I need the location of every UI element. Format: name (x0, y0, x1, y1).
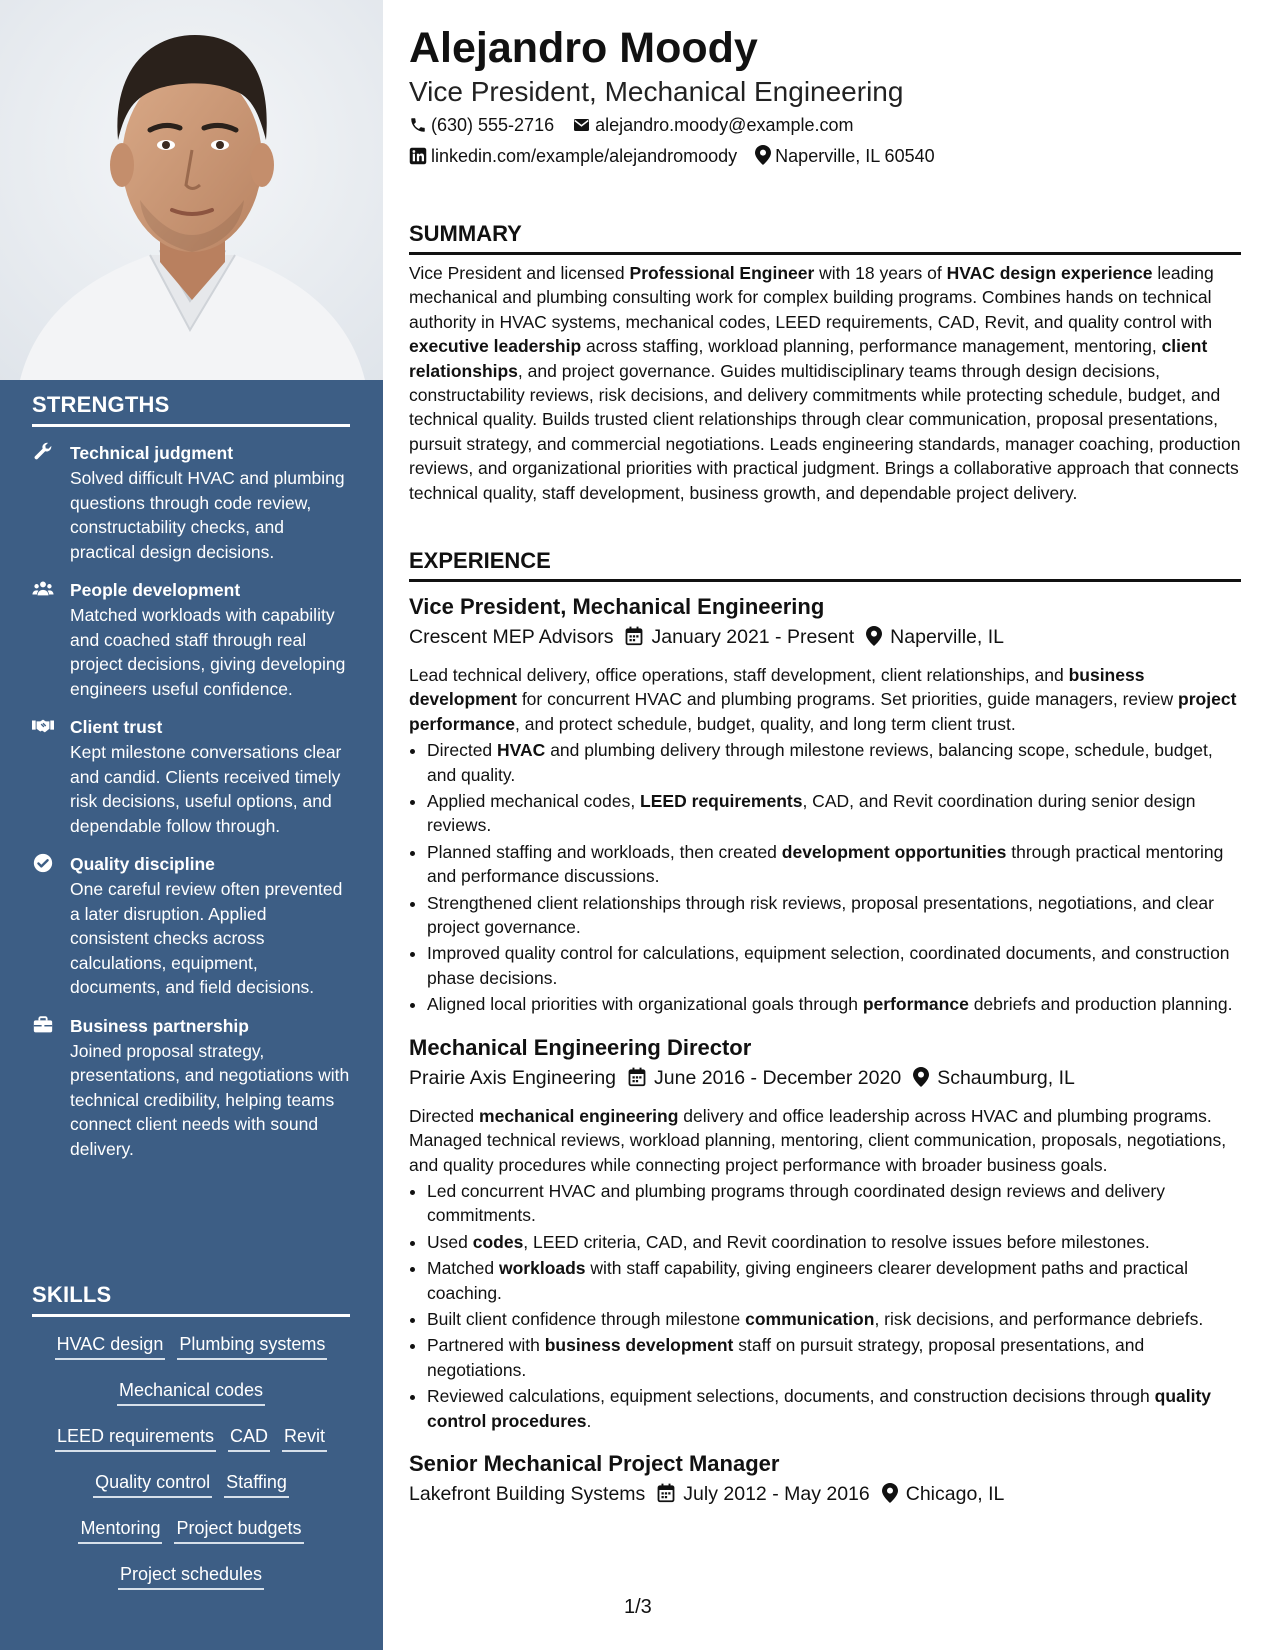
strength-title: People development (70, 580, 241, 600)
summary-text: Vice President and licensed (409, 263, 630, 283)
job-description (409, 1104, 1241, 1177)
bullet-emphasis: HVAC (497, 740, 546, 761)
bullet-text: , LEED criteria, CAD, and Revit coordination to resolve issues before milestones. (523, 1231, 1150, 1252)
candidate-title: Vice President, Mechanical Engineering (409, 76, 904, 107)
location-pin-icon (882, 1482, 898, 1512)
summary-text: across staffing, workload planning, performance management, mentoring, (581, 336, 1162, 357)
strength-title: Client trust (70, 717, 163, 737)
contact-row-1 (409, 113, 854, 137)
skill-tag: Project schedules (118, 1561, 264, 1590)
job-bullet (427, 789, 1241, 838)
location-pin-icon (866, 625, 882, 655)
bullet-text: Reviewed calculations, equipment selections, documents, and construction decisions through (427, 1386, 1155, 1407)
job-description-text: , and protect schedule, budget, quality, and long term client trust. (515, 713, 1016, 734)
strength-item (32, 1014, 350, 1162)
email-text: alejandro.moody@example.com (595, 115, 854, 135)
job-location: Schaumburg, IL (937, 1066, 1075, 1089)
skill-tag: Mechanical codes (117, 1377, 265, 1406)
job-description-text: delivery and office leadership across HVAC and plumbing programs. Managed technical reviews, workload planning, mentoring, client communication, proposals, negotiations, and quality procedures while connecting project performance with broader business goals. (409, 1105, 1227, 1175)
bullet-text: Improved quality control for calculations, equipment selection, coordinated documents, and construction phase decisions. (427, 943, 1230, 988)
job-location: Chicago, IL (905, 1482, 1005, 1505)
job-bullet (427, 1179, 1241, 1228)
job-bullet (427, 1307, 1241, 1331)
strength-desc: Matched workloads with capability and coached staff through real project decisions, giving developing engineers useful confidence. (70, 605, 346, 699)
job-bullets (409, 738, 1241, 1016)
job-description-emphasis: business development (409, 665, 1145, 710)
job-list (409, 592, 1241, 1512)
job-bullet (427, 840, 1241, 889)
bullet-emphasis: codes (472, 1231, 524, 1252)
summary-section (409, 220, 1241, 505)
job-description-text: Lead technical delivery, office operations, staff development, client relationships, and (409, 665, 1069, 685)
bullet-emphasis: performance (862, 994, 969, 1015)
job-location: Naperville, IL (890, 626, 1004, 648)
location-pin-icon (913, 1066, 929, 1096)
skill-tag: LEED requirements (55, 1423, 216, 1452)
job-entry (409, 1033, 1241, 1433)
page-number: 1/3 (624, 1596, 652, 1618)
experience-section (409, 547, 1241, 1512)
bullet-text: Planned staffing and workloads, then created (427, 841, 782, 862)
skill-tag: Project budgets (174, 1515, 303, 1544)
job-description-text: Directed (409, 1105, 480, 1126)
job-dates: June 2016 - December 2020 (654, 1066, 902, 1089)
job-bullet (427, 738, 1241, 787)
bullet-text: with staff capability, giving engineers clearer development paths and practical coaching. (427, 1258, 1189, 1303)
job-description (409, 663, 1241, 736)
job-company: Crescent MEP Advisors (409, 626, 614, 648)
job-description-emphasis: project performance (409, 689, 1237, 734)
strength-item (32, 441, 350, 564)
calendar-icon (628, 1066, 646, 1096)
skills-section (32, 1282, 350, 1607)
linkedin-text: linkedin.com/example/alejandromoody (431, 146, 738, 166)
envelope-icon (572, 116, 591, 134)
bullet-emphasis: communication (745, 1308, 875, 1329)
bullet-text: . (586, 1410, 592, 1431)
skill-tag: HVAC design (55, 1331, 166, 1360)
job-description-text: for concurrent HVAC and plumbing programs. Set priorities, guide managers, review (516, 689, 1179, 710)
job-bullet (427, 1230, 1241, 1254)
strength-title: Quality discipline (70, 854, 215, 874)
job-bullets (409, 1179, 1241, 1433)
job-title: Senior Mechanical Project Manager (409, 1450, 780, 1476)
calendar-icon (657, 1482, 675, 1512)
bullet-text: , CAD, and Revit coordination during senior design reviews. (427, 791, 1196, 836)
bullet-text: , risk decisions, and performance debriefs. (874, 1308, 1204, 1329)
strength-item (32, 715, 350, 838)
strength-item (32, 578, 350, 701)
contact-row-2 (409, 144, 935, 168)
wrench-icon (32, 441, 54, 463)
strengths-section (32, 392, 350, 1175)
summary-emphasis: executive leadership (409, 336, 582, 357)
strength-desc: Solved difficult HVAC and plumbing questions through code review, constructability checks, and practical design decisions. (70, 468, 345, 562)
job-title: Vice President, Mechanical Engineering (409, 594, 825, 619)
location-text: Naperville, IL 60540 (775, 146, 935, 166)
job-dates: July 2012 - May 2016 (683, 1482, 870, 1505)
job-description-emphasis: mechanical engineering (479, 1105, 679, 1126)
bullet-text: Aligned local priorities with organizational goals through (427, 994, 863, 1015)
bullet-text: Applied mechanical codes, (427, 791, 641, 812)
job-entry (409, 592, 1241, 1017)
bullet-text: Led concurrent HVAC and plumbing programs through coordinated design reviews and delivery commitments. (427, 1180, 1166, 1226)
summary-text (409, 261, 1241, 505)
phone-icon (409, 116, 427, 134)
job-bullet (427, 1384, 1241, 1433)
summary-emphasis: HVAC design experience (946, 263, 1153, 283)
location-pin-icon (755, 145, 771, 165)
summary-emphasis: client relationships (409, 336, 1208, 381)
strength-item (32, 852, 350, 1000)
summary-text: , and project governance. Guides multidisciplinary teams through design decisions, constructability reviews, risk decisions, and delivery commitments while protecting schedule, budget, and technical quality. Builds trusted client relationships through clear communication, proposal presentations, pursuit strategy, and commercial negotiations. Leads engineering standards, manager coaching, production reviews, and organizational priorities with practical judgment. Brings a collaborative approach that connects technical quality, staff development, business growth, and dependable project delivery. (409, 360, 1241, 503)
bullet-text: Directed (427, 740, 498, 761)
bullet-text: staff on pursuit strategy, proposal presentations, and negotiations. (427, 1335, 1145, 1380)
job-meta (409, 1479, 1241, 1512)
experience-heading: EXPERIENCE (409, 547, 1241, 582)
skill-tag: Quality control (93, 1469, 212, 1498)
skill-tag: Staffing (224, 1469, 289, 1498)
job-company: Lakefront Building Systems (409, 1482, 646, 1505)
bullet-text: Strengthened client relationships through risk reviews, proposal presentations, negotiations, and clear project governance. (427, 892, 1214, 938)
job-company: Prairie Axis Engineering (409, 1066, 617, 1089)
job-bullet (427, 891, 1241, 940)
bullet-text: Partnered with (427, 1335, 545, 1356)
bullet-text: Used (427, 1231, 473, 1252)
skills-heading: SKILLS (32, 1282, 350, 1317)
summary-text: with 18 years of (814, 263, 947, 283)
phone-text: (630) 555-2716 (431, 115, 555, 135)
bullet-emphasis: quality control procedures (427, 1386, 1212, 1431)
strengths-heading: STRENGTHS (32, 392, 350, 427)
skill-tag: CAD (228, 1423, 270, 1452)
job-bullet (427, 1256, 1241, 1305)
job-dates: January 2021 - Present (651, 626, 855, 648)
bullet-text: Matched (427, 1258, 499, 1279)
bullet-emphasis: business development (544, 1335, 734, 1356)
skill-tag: Revit (282, 1423, 327, 1452)
skill-tag: Plumbing systems (177, 1331, 327, 1360)
summary-heading: SUMMARY (409, 220, 1241, 255)
job-bullet (427, 1333, 1241, 1382)
people-icon (32, 578, 54, 600)
bullet-text: debriefs and production planning. (968, 994, 1233, 1015)
profile-photo (0, 0, 383, 380)
job-bullet (427, 992, 1241, 1016)
bullet-text: Built client confidence through milestone (427, 1308, 746, 1329)
strength-desc: One careful review often prevented a later disruption. Applied consistent checks across calculations, equipment, documents, and field decisions. (70, 879, 343, 997)
bullet-emphasis: development opportunities (781, 841, 1007, 862)
handshake-icon (32, 715, 54, 737)
bullet-emphasis: workloads (498, 1258, 586, 1279)
candidate-name: Alejandro Moody (409, 24, 758, 72)
check-circle-icon (32, 852, 54, 874)
strength-title: Technical judgment (70, 443, 234, 463)
job-entry (409, 1449, 1241, 1512)
summary-emphasis: Professional Engineer (629, 263, 815, 283)
strength-desc: Joined proposal strategy, presentations, and negotiations with technical credibility, helping teams connect client needs with sound delivery. (70, 1040, 350, 1159)
summary-text: leading mechanical and plumbing consulting work for complex building programs. Combines hands on technical authority in HVAC systems, mechanical codes, LEED requirements, CAD, Revit, and quality control with (409, 263, 1214, 332)
briefcase-icon (32, 1014, 54, 1036)
strength-title: Business partnership (70, 1015, 249, 1036)
calendar-icon (625, 625, 643, 655)
job-meta (409, 622, 1241, 655)
linkedin-icon (409, 147, 427, 165)
job-bullet (427, 941, 1241, 990)
job-title: Mechanical Engineering Director (409, 1034, 752, 1060)
skill-tag: Mentoring (78, 1515, 162, 1544)
bullet-text: through practical mentoring and performance discussions. (427, 841, 1224, 887)
strength-desc: Kept milestone conversations clear and candid. Clients received timely risk decisions, useful options, and dependable follow through. (70, 742, 342, 836)
bullet-text: and plumbing delivery through milestone reviews, balancing scope, schedule, budget, and quality. (427, 740, 1213, 785)
job-meta (409, 1063, 1241, 1096)
bullet-emphasis: LEED requirements (640, 791, 803, 812)
sidebar (0, 0, 383, 1650)
